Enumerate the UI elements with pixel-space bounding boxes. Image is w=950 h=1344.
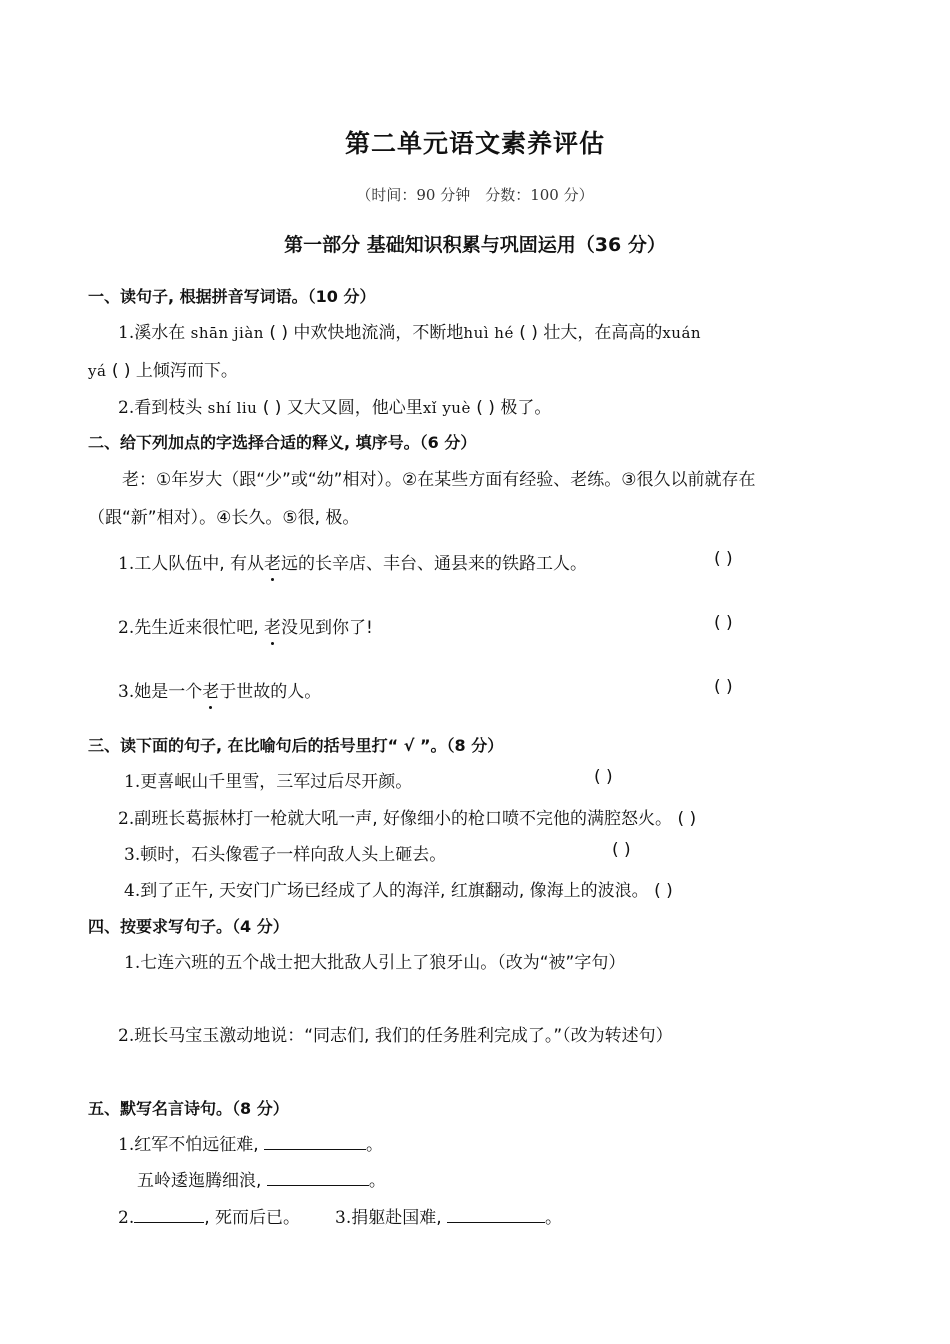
answer-parentheses[interactable]: ( )	[269, 323, 289, 343]
s1-question-1-line-2	[88, 356, 238, 381]
poem-line-1	[118, 1130, 383, 1155]
text: 到了正午, 天安门广场已经成了人的海洋, 红旗翻动, 像海上的波浪。	[140, 881, 649, 901]
text: 壮大，在高高的	[543, 323, 663, 343]
text: 上倾泻而下。	[135, 361, 238, 381]
text: 远的长辛店、丰台、通县来的铁路工人。	[281, 554, 588, 574]
section-4-heading: 四、按要求写句子。（4 分）	[88, 917, 289, 936]
s1-question-2	[118, 393, 551, 418]
answer-parentheses[interactable]: ( )	[714, 549, 733, 569]
pinyin-prompt: xuán	[662, 324, 702, 342]
text: 又大又圆，他心里	[286, 398, 423, 418]
section-3-heading: 三、读下面的句子, 在比喻句后的括号里打“ √ ”。（8 分）	[88, 736, 504, 755]
question-number: 1.	[118, 1135, 135, 1155]
part-heading: 第一部分 基础知识积累与巩固运用（36 分）	[284, 234, 666, 256]
text: 红军不怕远征难,	[134, 1135, 265, 1155]
s3-item-4	[124, 876, 673, 901]
text: 极了。	[500, 398, 552, 418]
poem-line-2	[137, 1166, 386, 1191]
answer-parentheses[interactable]: ( )	[594, 767, 613, 787]
pinyin-prompt: yá	[88, 362, 107, 380]
s3-item-3	[124, 840, 446, 865]
text: 先生近来很忙吧,	[134, 618, 265, 638]
s2-item-3	[118, 677, 321, 702]
text: 溪水在	[134, 323, 186, 343]
answer-parentheses[interactable]: ( )	[714, 613, 733, 633]
question-number: 1.	[124, 953, 141, 973]
answer-parentheses[interactable]: ( )	[476, 398, 495, 418]
text: 于世故的人。	[219, 682, 322, 702]
poem-line-4	[335, 1203, 562, 1228]
poem-line-3	[118, 1203, 300, 1228]
s1-question-1-line-1	[118, 318, 701, 343]
question-number: 2.	[118, 398, 135, 418]
question-number: 2.	[118, 618, 135, 638]
text: 副班长葛振林打一枪就大吼一声, 好像细小的枪口喷不完他的满腔怒火。	[134, 809, 673, 829]
answer-parentheses[interactable]: ( )	[612, 840, 631, 860]
answer-parentheses[interactable]: ( )	[519, 323, 538, 343]
question-number: 4.	[124, 881, 141, 901]
s3-item-2	[118, 804, 696, 829]
question-number: 2.	[118, 1026, 135, 1046]
question-number: 3.	[335, 1208, 352, 1228]
s2-item-2	[118, 613, 373, 638]
question-number: 3.	[124, 845, 141, 865]
pinyin-prompt: huì hé	[463, 324, 514, 342]
definition-line-2: （跟“新”相对）。④长久。⑤很, 极。	[88, 508, 360, 528]
answer-parentheses[interactable]: ( )	[111, 361, 131, 381]
text: 更喜岷山千里雪，三军过后尽开颜。	[140, 772, 413, 792]
section-2-heading: 二、给下列加点的字选择合适的释义, 填序号。（6 分）	[88, 433, 477, 452]
answer-parentheses[interactable]: ( )	[714, 677, 733, 697]
text: , 死而后已。	[204, 1208, 301, 1228]
pinyin-prompt: shí liu	[207, 399, 258, 417]
section-5-heading: 五、默写名言诗句。（8 分）	[88, 1099, 289, 1118]
question-number: 3.	[118, 682, 135, 702]
text: 没见到你了!	[281, 618, 373, 638]
question-number: 2.	[118, 1208, 135, 1228]
text: 。	[368, 1171, 386, 1191]
text: 班长马宝玉激动地说：“同志们, 我们的任务胜利完成了。”（改为转述句）	[134, 1026, 673, 1046]
s3-item-1	[124, 767, 412, 792]
question-number: 1.	[124, 772, 141, 792]
dotted-character: 老	[202, 682, 220, 702]
question-number: 2.	[118, 809, 135, 829]
exam-info: （时间：90 分钟 分数：100 分）	[356, 186, 594, 204]
text: 中欢快地流淌，不断地	[293, 323, 464, 343]
question-number: 1.	[118, 554, 135, 574]
answer-parentheses[interactable]: ( )	[654, 881, 673, 901]
question-number: 1.	[118, 323, 135, 343]
definition-line-1: 老：①年岁大（跟“少”或“幼”相对）。②在某些方面有经验、老练。③很久以前就存在	[122, 470, 756, 490]
s4-item-2	[118, 1021, 673, 1046]
fill-blank[interactable]	[267, 1171, 369, 1186]
section-1-heading: 一、读句子, 根据拼音写词语。（10 分）	[88, 287, 376, 306]
page-title: 第二单元语文素养评估	[344, 129, 605, 158]
pinyin-prompt: xǐ yuè	[422, 399, 471, 417]
text: 七连六班的五个战士把大批敌人引上了狼牙山。（改为“被”字句）	[140, 953, 626, 973]
text: 五岭逶迤腾细浪,	[137, 1171, 267, 1191]
fill-blank[interactable]	[447, 1208, 545, 1223]
text: 顿时，石头像雹子一样向敌人头上砸去。	[140, 845, 447, 865]
dotted-character: 老	[264, 554, 282, 574]
text: 她是一个	[134, 682, 203, 702]
pinyin-prompt: shān jiàn	[190, 324, 264, 342]
answer-parentheses[interactable]: ( )	[262, 398, 282, 418]
fill-blank[interactable]	[134, 1208, 204, 1223]
text: 工人队伍中, 有从	[134, 554, 265, 574]
fill-blank[interactable]	[264, 1135, 366, 1150]
s4-item-1	[124, 948, 625, 973]
text: 。	[545, 1208, 563, 1228]
answer-parentheses[interactable]: ( )	[677, 809, 697, 829]
dotted-character: 老	[264, 618, 282, 638]
text: 。	[366, 1135, 384, 1155]
s2-item-1	[118, 549, 587, 574]
text: 看到枝头	[134, 398, 203, 418]
text: 捐躯赴国难,	[351, 1208, 448, 1228]
